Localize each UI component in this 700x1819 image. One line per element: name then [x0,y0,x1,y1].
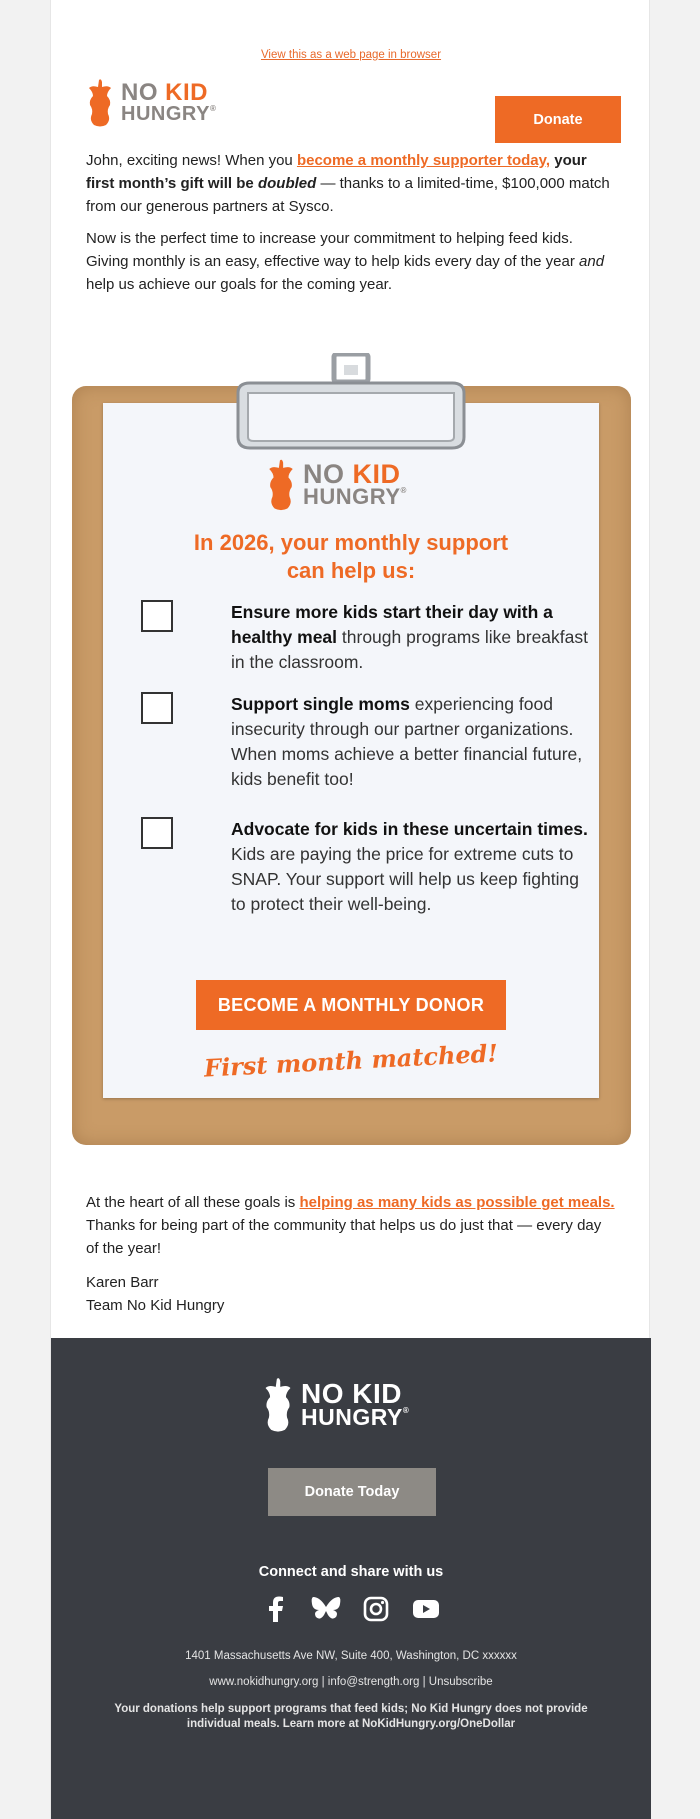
checkbox-icon [141,817,173,849]
checklist-item [141,817,588,927]
checklist-item [141,600,588,672]
apple-core-icon [265,458,297,512]
checklist-item-text: Advocate for kids in these uncertain times. Kids are paying the price for extreme cuts to SNAP. Your support will help us keep fighting to protect their well-being. [231,819,588,914]
bluesky-icon[interactable] [311,1594,341,1624]
signature-name: Karen Barr [86,1274,159,1291]
closing-paragraph: At the heart of all these goals is helping as many kids as possible get meals. Thanks for being part of the community that helps us do just that — every day of the year! [86,1194,615,1257]
logo-wordmark: NO KID HUNGRY® [301,1377,410,1431]
footer-disclaimer: Your donations help support programs that feed kids; No Kid Hungry does not provide individual meals. Learn more at NoKidHungry.org/OneDollar [114,1703,588,1730]
footer-address: 1401 Massachusetts Ave NW, Suite 400, Washington, DC xxxxxx [185,1650,517,1662]
monthly-supporter-link[interactable]: become a monthly supporter today, [296,152,551,169]
instagram-icon[interactable] [361,1594,391,1624]
clipboard-logo [265,458,407,512]
logo-wordmark: NO KID HUNGRY® [303,458,407,510]
checklist-item-text: Ensure more kids start their day with a healthy meal through programs like breakfast in the classroom. [231,602,588,672]
clipboard-paper [103,403,599,1098]
clipboard-clip-icon [216,353,486,451]
website-link[interactable]: www.nokidhungry.org [209,1676,319,1688]
signature [86,1271,616,1317]
intro-paragraph: John, exciting news! When you become a monthly supporter today, your first month’s gift will be doubled — thanks to a limited-time, $100,000 match from our generous partners at Sysco. [86,152,610,215]
become-monthly-donor-button[interactable]: BECOME A MONTHLY DONOR [196,980,506,1030]
first-month-matched-tagline: First month matched! [203,1038,499,1083]
signature-team: Team No Kid Hungry [86,1297,225,1314]
view-in-browser-link[interactable]: View this as a web page in browser [260,49,442,61]
social-links [51,1594,651,1624]
apple-core-icon [85,78,115,128]
youtube-icon[interactable] [411,1594,441,1624]
checklist-item-text: Support single moms experiencing food insecurity through our partner organizations. When moms achieve a better financial future, kids benefit too! [231,694,583,789]
checkbox-icon [141,692,173,724]
footer [51,1338,651,1819]
facebook-icon[interactable] [261,1594,291,1624]
donate-button[interactable]: Donate [495,96,621,143]
email-link[interactable]: info@strength.org [327,1676,420,1688]
no-kid-hungry-logo[interactable] [85,78,216,128]
connect-heading: Connect and share with us [258,1564,444,1580]
monthly-paragraph: Now is the perfect time to increase your commitment to helping feed kids. Giving monthly is an easy, effective way to help kids every day of the year and help us achieve our goals for the coming year. [86,230,605,293]
footer-logo[interactable] [261,1376,409,1434]
helping-kids-link[interactable]: helping as many kids as possible get meals. [299,1194,615,1211]
unsubscribe-link[interactable]: Unsubscribe [428,1676,493,1688]
footer-links: www.nokidhungry.org | info@strength.org | Unsubscribe [209,1676,493,1688]
checklist-item [141,692,583,792]
clipboard-heading: In 2026, your monthly support can help us: [193,530,509,583]
checkbox-icon [141,600,173,632]
apple-core-icon [261,1376,295,1434]
donate-today-button[interactable]: Donate Today [268,1468,436,1516]
email-body [50,0,650,1819]
logo-wordmark: NO KID HUNGRY® [121,79,217,125]
